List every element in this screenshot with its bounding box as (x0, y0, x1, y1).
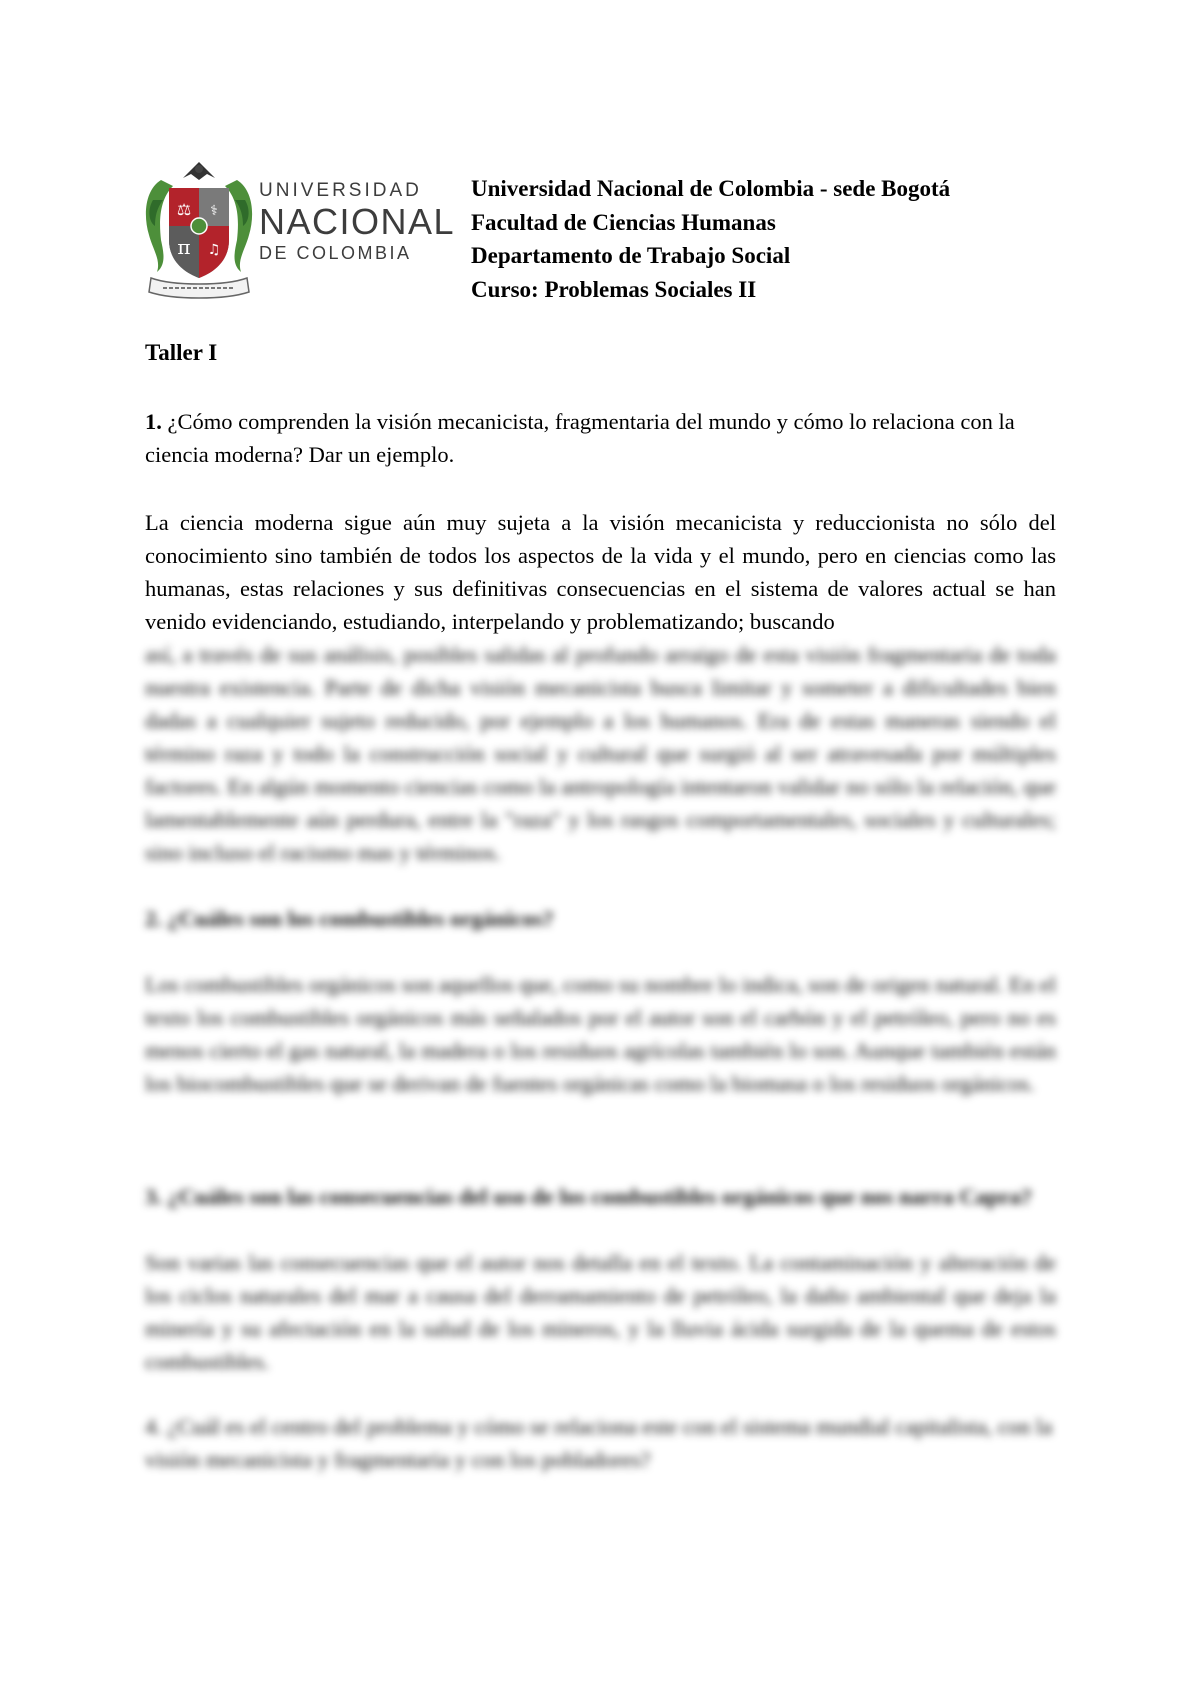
answer-1-visible: La ciencia moderna sigue aún muy sujeta a la visión mecanicista y reduccionista no sólo del conocimiento sino también de todos los aspectos de la vida y el mundo, pero en ciencias como las humanas, estas relaciones y sus definitivas consecuencias en el sistema de valores actual se han venido evidenciando, estudiando, interpelando y problematizando; buscando (145, 510, 1056, 634)
svg-text:π: π (177, 235, 191, 259)
logo-line-universidad: UNIVERSIDAD (259, 180, 422, 201)
question-1-text: ¿Cómo comprenden la visión mecanicista, fragmentaria del mundo y cómo lo relaciona con la ciencia moderna? Dar un ejemplo. (145, 409, 1015, 467)
document-title: Taller I (145, 340, 218, 365)
question-3: 3. ¿Cuáles son las consecuencias del uso de los combustibles orgánicos que nos narra Capra? (145, 1184, 1032, 1209)
answer-2: Los combustibles orgánicos son aquellos que, como su nombre lo indica, son de origen natural. En el texto los combustibles orgánicos más señalados por el autor son el carbón y el petróleo, pero no es menos cierto el gas natural, la madera o los residuos agrícolas también lo son. Aunque también están los biocombustibles que se derivan de fuentes orgánicas como la biomasa o los residuos orgánicos. (145, 972, 1056, 1096)
document-header (471, 172, 950, 306)
coat-of-arms-icon (143, 160, 255, 302)
logo-line-nacional: NACIONAL (259, 201, 456, 242)
header-department: Departamento de Trabajo Social (471, 243, 791, 268)
header-faculty: Facultad de Ciencias Humanas (471, 209, 776, 235)
header-course: Curso: Problemas Sociales II (471, 276, 757, 302)
question-2: 2. ¿Cuáles son los combustibles orgánicos? (145, 906, 554, 931)
svg-text:♫: ♫ (207, 242, 221, 258)
svg-text:⚕: ⚕ (210, 203, 218, 219)
question-4: 4. ¿Cuál es el centro del problema y cómo se relaciona este con el sistema mundial capitalista, con la visión mecanicista y fragmentaria y con los pobladores? (145, 1414, 1053, 1472)
logo-line-de-colombia: DE COLOMBIA (259, 243, 412, 263)
logo-wordmark (259, 180, 455, 264)
answer-1-blurred: así, a través de sus análisis, posibles salidas al profundo arraigo de esta visión fragmentaria de toda nuestra existencia. Parte de dicha visión mecanicista busca limitar y someter a dificultades bien dadas a cualquier sujeto reducido, por ejemplo a los humanos. Era de estas maneras siendo el término raza y todo la construcción social y cultural que surgió al ser atravesada por múltiples factores. En algún momento ciencias como la antropología intentaron validar no sólo la relación, que lamentablemente aún perdura, entre la "raza" y los rasgos comportamentales, sociales y culturales; sino incluso el racismo mas y términos. (145, 642, 1056, 865)
svg-text:⚖: ⚖ (176, 200, 192, 219)
question-1 (145, 405, 1055, 471)
university-logo (143, 160, 461, 302)
answer-3: Son varias las consecuencias que el autor nos detalla en el texto. La contaminación y alteración de los ciclos naturales del mar a causa del derramamiento de petróleo, la daño ambiental que deja la minería y su afectación en la salud de los mineros, y la lluvia ácida surgida de la quema de estos combustibles. (145, 1250, 1056, 1374)
header-university: Universidad Nacional de Colombia - sede Bogotá (471, 176, 951, 201)
question-1-number: 1. (145, 409, 162, 434)
